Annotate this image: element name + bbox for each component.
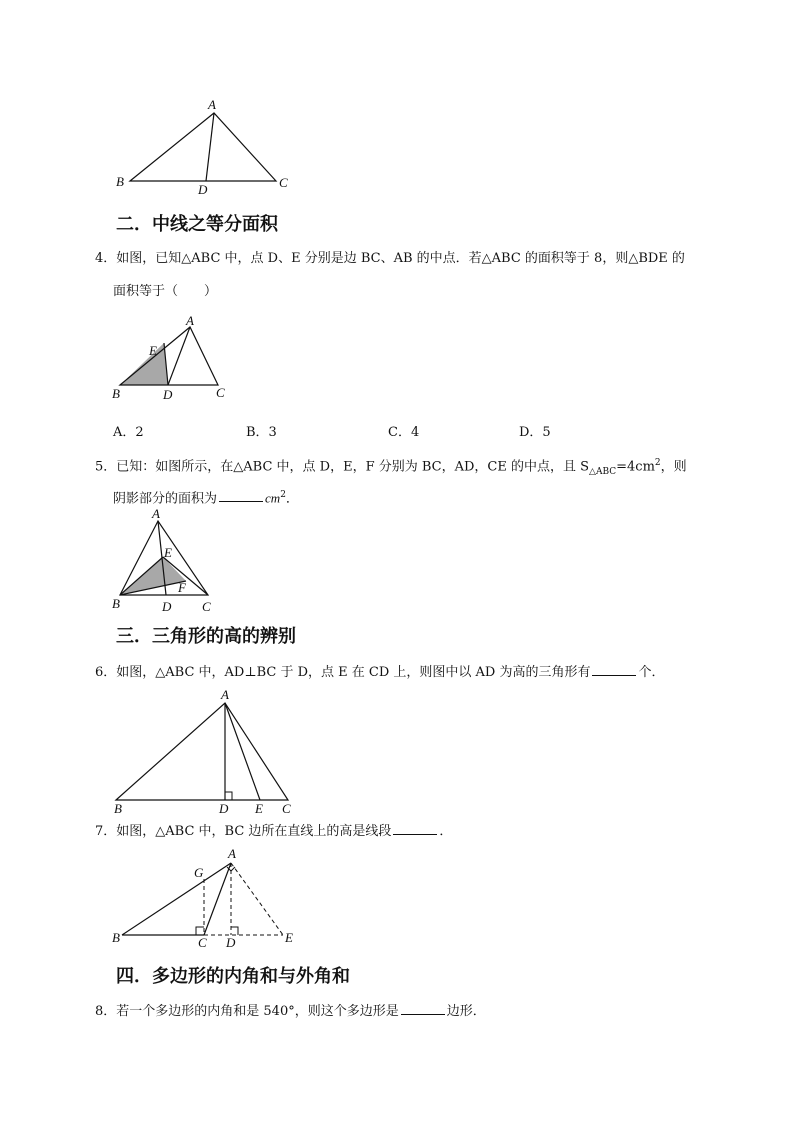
q7-answer-blank[interactable]: [393, 822, 437, 835]
triangle-abc: [116, 703, 288, 800]
label-d: D: [162, 599, 172, 614]
label-d: D: [198, 182, 208, 197]
section-heading-4: 四．多边形的内角和与外角和: [116, 966, 350, 987]
label-d: D: [163, 387, 173, 402]
label-e: E: [149, 343, 157, 358]
label-b: B: [112, 930, 120, 945]
q4-option-d[interactable]: D．5: [519, 425, 551, 440]
q8-answer-blank[interactable]: [401, 1002, 445, 1015]
section-heading-2: 二．中线之等分面积: [116, 214, 278, 235]
q8-text-body: 8．若一个多边形的内角和是 540°，则这个多边形是: [95, 1004, 399, 1019]
label-e: E: [255, 801, 263, 816]
q6-text-end: 个．: [638, 665, 665, 680]
q4-line2: 面积等于（ ）: [113, 284, 218, 299]
figure-q6: [108, 685, 308, 817]
right-angle-mark-c: [196, 927, 204, 935]
q4-option-b[interactable]: B．3: [246, 425, 277, 440]
right-angle-mark-d: [231, 927, 238, 935]
q5-answer-blank[interactable]: [219, 489, 263, 502]
label-a: A: [152, 506, 160, 521]
q7-text-body: 7．如图，△ABC 中，BC 边所在直线上的高是线段: [95, 824, 392, 839]
q8-text-end: 边形．: [446, 1004, 486, 1019]
label-a: A: [221, 687, 229, 702]
q5-line1-text: 5．已知：如图所示，在△ABC 中，点 D，E，F 分别为 BC，AD，CE 的中点，且 S: [95, 459, 590, 475]
label-b: B: [116, 174, 124, 189]
figure-q4: [108, 313, 238, 403]
q6-text: [95, 663, 664, 683]
label-e: E: [285, 930, 293, 945]
label-c: C: [282, 801, 291, 816]
label-f: F: [178, 580, 186, 595]
label-c: C: [216, 385, 225, 400]
q4-option-c[interactable]: C．4: [388, 425, 420, 440]
segment-ba: [122, 863, 231, 935]
segment-ae-dashed: [231, 863, 283, 935]
label-a: A: [208, 97, 216, 112]
q5-line2-end: ．: [285, 491, 299, 507]
q8-text: [95, 1002, 486, 1022]
q6-answer-blank[interactable]: [592, 663, 636, 676]
right-angle-mark: [225, 792, 232, 800]
label-c: C: [279, 175, 288, 190]
segment-ca: [204, 863, 231, 935]
q4-line1: 4．如图，已知△ABC 中，点 D、E 分别是边 BC、AB 的中点．若△ABC 的面积等于 8，则△BDE 的: [95, 251, 685, 266]
q5-unit: cm: [265, 490, 281, 506]
section-heading-3: 三．三角形的高的辨别: [116, 626, 296, 647]
label-g: G: [194, 865, 204, 880]
figure-q5: [108, 505, 218, 617]
label-b: B: [114, 801, 122, 816]
label-a: A: [186, 313, 194, 328]
label-d: D: [226, 935, 236, 950]
triangle-abc: [130, 113, 276, 181]
label-e: E: [164, 545, 172, 560]
q5-unit-superscript: 2: [280, 490, 286, 500]
segment-ae: [225, 703, 260, 800]
label-b: B: [112, 596, 120, 611]
label-c: C: [198, 935, 207, 950]
figure-triangle-abc-ad: [110, 95, 310, 200]
label-d: D: [219, 801, 229, 816]
q5-area-subscript: △ABC: [589, 466, 617, 477]
q7-text-end: ．: [439, 824, 453, 839]
label-c: C: [202, 599, 211, 614]
q4-option-a[interactable]: A．2: [113, 425, 144, 440]
label-b: B: [112, 386, 120, 401]
q5-area-value: =4cm: [616, 459, 655, 475]
q5-line1: [95, 453, 687, 482]
figure-q7: [108, 843, 308, 953]
q7-text: [95, 822, 452, 842]
q6-text-body: 6．如图，△ABC 中，AD⊥BC 于 D，点 E 在 CD 上，则图中以 AD 为高的三角形有: [95, 665, 591, 680]
label-a: A: [228, 846, 236, 861]
segment-ad: [206, 113, 214, 181]
q5-area-superscript: 2: [654, 458, 661, 468]
q5-line1-end: ，则: [660, 459, 687, 475]
q5-line2-text: 阴影部分的面积为: [113, 491, 218, 507]
